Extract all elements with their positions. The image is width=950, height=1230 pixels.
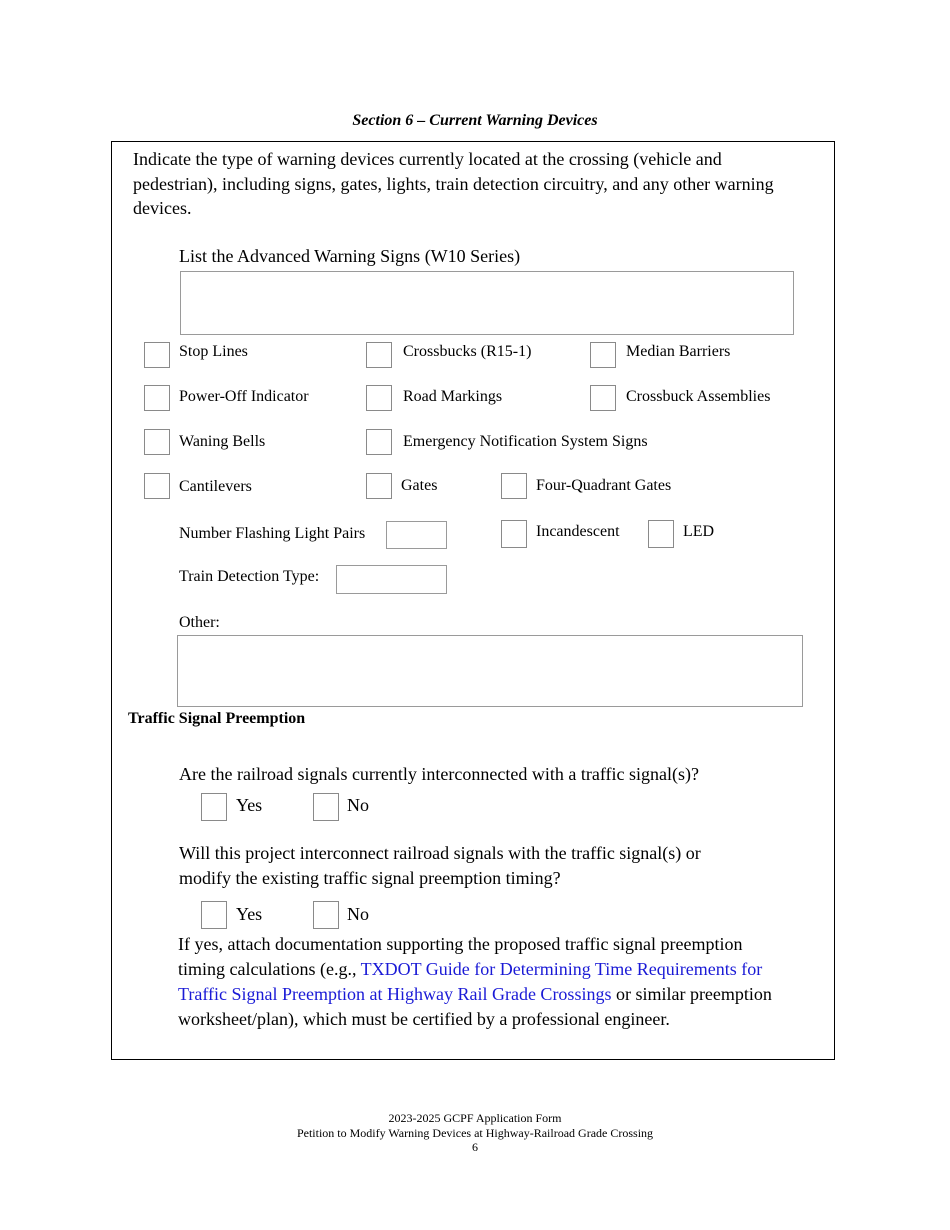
led-checkbox[interactable]	[648, 520, 674, 548]
q2-yes-label: Yes	[236, 904, 263, 924]
road-markings-checkbox[interactable]	[366, 385, 392, 411]
cantilevers-checkbox[interactable]	[144, 473, 170, 499]
power-off-indicator-label: Power-Off Indicator	[179, 388, 309, 405]
advance-signs-label: List the Advanced Warning Signs (W10 Series)	[179, 246, 521, 266]
cantilevers-label: Cantilevers	[179, 478, 252, 495]
q2-yes-checkbox[interactable]	[201, 901, 227, 929]
incandescent-label: Incandescent	[536, 523, 620, 540]
preemption-heading: Traffic Signal Preemption	[128, 710, 306, 727]
footer-form-title: 2023-2025 GCPF Application Form	[388, 1111, 562, 1125]
gates-checkbox[interactable]	[366, 473, 392, 499]
preemption-note	[178, 932, 783, 1032]
crossbuck-assemblies-checkbox[interactable]	[590, 385, 616, 411]
note-text-after: or similar preemption worksheet/plan), which must be certified by a professional engineer.	[178, 984, 772, 1029]
flashing-light-pairs-field[interactable]	[386, 521, 447, 549]
q2-no-label: No	[347, 904, 369, 924]
q2-no-checkbox[interactable]	[313, 901, 339, 929]
incandescent-checkbox[interactable]	[501, 520, 527, 548]
stop-lines-label: Stop Lines	[179, 343, 248, 360]
section-title: Section 6 – Current Warning Devices	[352, 112, 598, 129]
advance-signs-field[interactable]	[180, 271, 794, 335]
other-field[interactable]	[177, 635, 803, 707]
preemption-question-2: Will this project interconnect railroad signals with the traffic signal(s) or modify the existing traffic signal preemption timing?	[179, 843, 701, 888]
emergency-notification-checkbox[interactable]	[366, 429, 392, 455]
q1-no-checkbox[interactable]	[313, 793, 339, 821]
q1-no-label: No	[347, 795, 369, 815]
four-quadrant-gates-checkbox[interactable]	[501, 473, 527, 499]
crossbucks-label: Crossbucks (R15-1)	[403, 343, 532, 360]
road-markings-label: Road Markings	[403, 388, 503, 405]
note-text-before: If yes, attach documentation supporting the proposed traffic signal preemption timing calculations (e.g.,	[178, 934, 743, 979]
power-off-indicator-checkbox[interactable]	[144, 385, 170, 411]
waning-bells-label: Waning Bells	[179, 433, 266, 450]
crossbuck-assemblies-label: Crossbuck Assemblies	[626, 388, 771, 405]
intro-text: Indicate the type of warning devices currently located at the crossing (vehicle and pedestrian), including signs, gates, lights, train detection circuitry, and any other warning devices.	[133, 149, 774, 218]
gates-label: Gates	[401, 477, 438, 494]
median-barriers-label: Median Barriers	[626, 343, 731, 360]
q1-yes-label: Yes	[236, 795, 263, 815]
four-quadrant-gates-label: Four-Quadrant Gates	[536, 477, 672, 494]
flashing-light-pairs-label: Number Flashing Light Pairs	[179, 525, 366, 542]
waning-bells-checkbox[interactable]	[144, 429, 170, 455]
train-detection-label: Train Detection Type:	[179, 568, 320, 585]
preemption-question-1: Are the railroad signals currently interconnected with a traffic signal(s)?	[179, 764, 699, 784]
led-label: LED	[683, 523, 715, 540]
footer-page-number: 6	[472, 1140, 478, 1154]
other-label: Other:	[179, 614, 220, 631]
train-detection-field[interactable]	[336, 565, 447, 594]
q1-yes-checkbox[interactable]	[201, 793, 227, 821]
txdot-guide-link[interactable]: TXDOT Guide for Determining Time Requirements for Traffic Signal Preemption at Highway Rail Grade Crossings	[178, 959, 763, 1004]
crossbucks-checkbox[interactable]	[366, 342, 392, 368]
emergency-notification-label: Emergency Notification System Signs	[403, 433, 648, 450]
stop-lines-checkbox[interactable]	[144, 342, 170, 368]
median-barriers-checkbox[interactable]	[590, 342, 616, 368]
footer-petition-title: Petition to Modify Warning Devices at Highway-Railroad Grade Crossing	[296, 1126, 654, 1140]
